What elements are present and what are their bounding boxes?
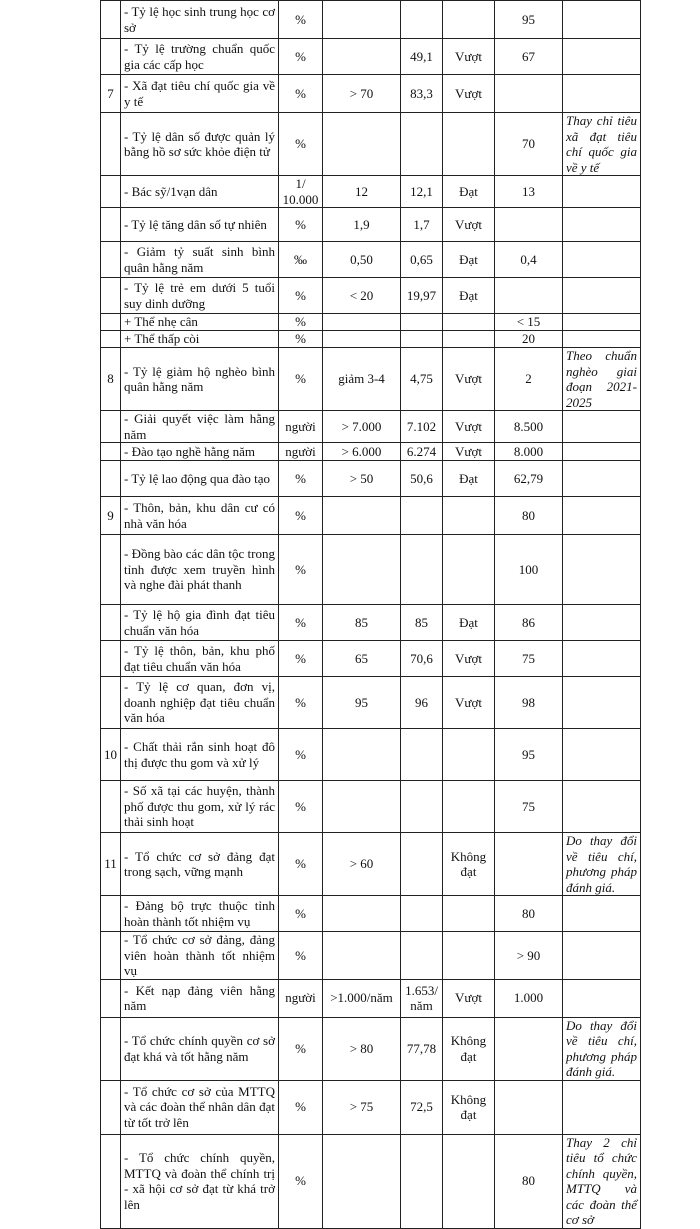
note-cell [563,1080,641,1134]
table-row [101,1134,641,1228]
result-value-cell [401,1,443,39]
evaluation-cell: Vượt [443,411,495,443]
result-value-cell: 12,1 [401,176,443,208]
note-cell [563,242,641,278]
result-value-cell [401,781,443,833]
row-number-cell: 9 [101,497,121,535]
evaluation-cell: Không đạt [443,833,495,896]
plan-value-cell: 100 [495,535,563,605]
evaluation-cell: Đạt [443,278,495,314]
note-cell [563,39,641,75]
note-cell [563,411,641,443]
row-number-cell [101,278,121,314]
row-number-cell [101,443,121,461]
row-number-cell: 7 [101,75,121,113]
table-row [101,242,641,278]
table-row [101,535,641,605]
result-value-cell [401,1134,443,1228]
indicator-name-cell: - Tỷ lệ dân số được quản lý bằng hồ sơ sức khỏe điện tử [121,113,279,176]
result-value-cell: 1.653/ năm [401,979,443,1017]
evaluation-cell [443,781,495,833]
indicator-name-cell: - Giảm tỷ suất sinh bình quân hằng năm [121,242,279,278]
indicator-name-cell: - Chất thải rắn sinh hoạt đô thị được thu gom và xử lý [121,729,279,781]
row-number-cell [101,331,121,348]
note-cell [563,896,641,932]
row-number-cell [101,461,121,497]
evaluation-cell: Vượt [443,443,495,461]
indicator-name-cell: - Giải quyết việc làm hằng năm [121,411,279,443]
plan-value-cell: 70 [495,113,563,176]
target-value-cell: > 60 [323,833,401,896]
table-row [101,411,641,443]
unit-cell: % [279,1,323,39]
table-row [101,1080,641,1134]
evaluation-cell [443,535,495,605]
plan-value-cell: 8.500 [495,411,563,443]
plan-value-cell [495,208,563,242]
plan-value-cell: 62,79 [495,461,563,497]
evaluation-cell: Không đạt [443,1017,495,1080]
result-value-cell: 85 [401,605,443,641]
table-row [101,461,641,497]
indicator-name-cell: - Tỷ lệ tăng dân số tự nhiên [121,208,279,242]
note-cell [563,278,641,314]
plan-value-cell: 20 [495,331,563,348]
target-value-cell: > 70 [323,75,401,113]
note-cell: Do thay đổi về tiêu chí, phương pháp đánh giá. [563,833,641,896]
target-value-cell [323,896,401,932]
result-value-cell [401,535,443,605]
target-value-cell [323,535,401,605]
row-number-cell [101,979,121,1017]
row-number-cell: 8 [101,348,121,411]
indicator-name-cell: - Tổ chức cơ sở của MTTQ và các đoàn thể nhân dân đạt từ tốt trở lên [121,1080,279,1134]
note-cell [563,677,641,729]
table-row [101,781,641,833]
result-value-cell [401,729,443,781]
result-value-cell: 70,6 [401,641,443,677]
unit-cell: % [279,75,323,113]
target-value-cell: 1,9 [323,208,401,242]
evaluation-cell [443,113,495,176]
unit-cell: % [279,348,323,411]
result-value-cell: 50,6 [401,461,443,497]
evaluation-cell [443,1134,495,1228]
result-value-cell: 19,97 [401,278,443,314]
row-number-cell [101,781,121,833]
evaluation-cell: Vượt [443,208,495,242]
indicator-name-cell: - Đảng bộ trực thuộc tỉnh hoàn thành tốt nhiệm vụ [121,896,279,932]
target-value-cell [323,932,401,980]
row-number-cell [101,1,121,39]
note-cell [563,208,641,242]
note-cell [563,461,641,497]
table-row [101,314,641,331]
plan-value-cell [495,1080,563,1134]
target-value-cell: 12 [323,176,401,208]
plan-value-cell: 75 [495,641,563,677]
unit-cell: % [279,208,323,242]
evaluation-cell [443,896,495,932]
plan-value-cell: 80 [495,896,563,932]
indicator-name-cell: - Tỷ lệ học sinh trung học cơ sở [121,1,279,39]
result-value-cell [401,331,443,348]
plan-value-cell: 13 [495,176,563,208]
note-cell [563,75,641,113]
unit-cell: người [279,979,323,1017]
row-number-cell [101,1017,121,1080]
table-row [101,605,641,641]
target-value-cell: giảm 3-4 [323,348,401,411]
target-value-cell: > 75 [323,1080,401,1134]
unit-cell: % [279,497,323,535]
plan-value-cell: 95 [495,1,563,39]
note-cell [563,331,641,348]
result-value-cell: 83,3 [401,75,443,113]
row-number-cell [101,1080,121,1134]
plan-value-cell: < 15 [495,314,563,331]
evaluation-cell: Vượt [443,75,495,113]
table-row [101,979,641,1017]
note-cell: Do thay đổi về tiêu chí, phương pháp đánh giá. [563,1017,641,1080]
unit-cell: % [279,1134,323,1228]
row-number-cell [101,314,121,331]
plan-value-cell: > 90 [495,932,563,980]
table-row [101,176,641,208]
indicator-name-cell: - Tổ chức cơ sở đảng, đảng viên hoàn thành tốt nhiệm vụ [121,932,279,980]
evaluation-cell [443,331,495,348]
evaluation-cell: Đạt [443,242,495,278]
indicator-name-cell: - Thôn, bản, khu dân cư có nhà văn hóa [121,497,279,535]
target-value-cell [323,497,401,535]
target-value-cell: > 50 [323,461,401,497]
note-cell [563,1,641,39]
table-row [101,729,641,781]
indicator-name-cell: - Tỷ lệ trường chuẩn quốc gia các cấp học [121,39,279,75]
indicator-table [100,0,641,1229]
evaluation-cell: Đạt [443,176,495,208]
plan-value-cell: 80 [495,1134,563,1228]
evaluation-cell: Vượt [443,979,495,1017]
target-value-cell [323,314,401,331]
result-value-cell: 1,7 [401,208,443,242]
evaluation-cell: Vượt [443,39,495,75]
target-value-cell [323,729,401,781]
indicator-name-cell: - Số xã tại các huyện, thành phố được thu gom, xử lý rác thải sinh hoạt [121,781,279,833]
table-row [101,497,641,535]
evaluation-cell [443,314,495,331]
result-value-cell: 96 [401,677,443,729]
unit-cell: ‰ [279,242,323,278]
indicator-name-cell: - Đồng bào các dân tộc trong tỉnh được xem truyền hình và nghe đài phát thanh [121,535,279,605]
table-row [101,677,641,729]
table-body [101,1,641,1229]
note-cell [563,314,641,331]
unit-cell: % [279,314,323,331]
indicator-name-cell: - Tổ chức chính quyền, MTTQ và đoàn thể chính trị - xã hội cơ sở đạt từ khá trở lên [121,1134,279,1228]
indicator-name-cell: - Kết nạp đảng viên hằng năm [121,979,279,1017]
table-row [101,331,641,348]
table-row [101,39,641,75]
evaluation-cell [443,932,495,980]
result-value-cell [401,896,443,932]
plan-value-cell: 0,4 [495,242,563,278]
plan-value-cell [495,833,563,896]
result-value-cell [401,833,443,896]
plan-value-cell: 2 [495,348,563,411]
indicator-name-cell: + Thể thấp còi [121,331,279,348]
evaluation-cell: Không đạt [443,1080,495,1134]
plan-value-cell [495,278,563,314]
row-number-cell [101,39,121,75]
unit-cell: % [279,535,323,605]
row-number-cell [101,208,121,242]
result-value-cell: 6.274 [401,443,443,461]
row-number-cell [101,176,121,208]
target-value-cell [323,113,401,176]
target-value-cell [323,1,401,39]
table-row [101,932,641,980]
row-number-cell [101,535,121,605]
table-row [101,278,641,314]
note-cell [563,979,641,1017]
table-row [101,208,641,242]
row-number-cell [101,605,121,641]
note-cell [563,605,641,641]
row-number-cell: 10 [101,729,121,781]
table-row [101,75,641,113]
result-value-cell: 77,78 [401,1017,443,1080]
evaluation-cell [443,1,495,39]
target-value-cell: < 20 [323,278,401,314]
note-cell: Thay 2 chỉ tiêu tổ chức chính quyền, MTTQ và các đoàn thể cơ sở [563,1134,641,1228]
unit-cell: % [279,677,323,729]
target-value-cell: > 6.000 [323,443,401,461]
row-number-cell [101,411,121,443]
table-row [101,1,641,39]
evaluation-cell [443,729,495,781]
unit-cell: % [279,278,323,314]
plan-value-cell: 75 [495,781,563,833]
result-value-cell [401,314,443,331]
note-cell [563,535,641,605]
note-cell [563,932,641,980]
unit-cell: % [279,39,323,75]
plan-value-cell: 86 [495,605,563,641]
indicator-name-cell: - Tỷ lệ trẻ em dưới 5 tuổi suy dinh dưỡng [121,278,279,314]
row-number-cell [101,896,121,932]
unit-cell: % [279,1080,323,1134]
target-value-cell: >1.000/năm [323,979,401,1017]
note-cell [563,729,641,781]
row-number-cell [101,242,121,278]
unit-cell: % [279,461,323,497]
unit-cell: % [279,641,323,677]
row-number-cell [101,1134,121,1228]
target-value-cell: 65 [323,641,401,677]
target-value-cell [323,781,401,833]
plan-value-cell: 8.000 [495,443,563,461]
target-value-cell [323,39,401,75]
unit-cell: % [279,781,323,833]
row-number-cell [101,641,121,677]
target-value-cell [323,1134,401,1228]
target-value-cell: > 80 [323,1017,401,1080]
indicator-name-cell: - Tỷ lệ giảm hộ nghèo bình quân hằng năm [121,348,279,411]
unit-cell: 1/ 10.000 [279,176,323,208]
indicator-name-cell: - Tỷ lệ thôn, bản, khu phố đạt tiêu chuẩn văn hóa [121,641,279,677]
row-number-cell [101,932,121,980]
table-row [101,1017,641,1080]
result-value-cell: 49,1 [401,39,443,75]
indicator-name-cell: - Tỷ lệ lao động qua đào tạo [121,461,279,497]
plan-value-cell [495,75,563,113]
unit-cell: % [279,896,323,932]
result-value-cell [401,113,443,176]
table-row [101,896,641,932]
evaluation-cell [443,497,495,535]
plan-value-cell: 1.000 [495,979,563,1017]
note-cell [563,781,641,833]
plan-value-cell: 95 [495,729,563,781]
unit-cell: % [279,932,323,980]
unit-cell: % [279,113,323,176]
note-cell [563,176,641,208]
result-value-cell: 4,75 [401,348,443,411]
row-number-cell [101,677,121,729]
table-row [101,641,641,677]
target-value-cell: 95 [323,677,401,729]
target-value-cell [323,331,401,348]
result-value-cell: 0,65 [401,242,443,278]
indicator-name-cell: - Tổ chức cơ sở đảng đạt trong sạch, vững mạnh [121,833,279,896]
evaluation-cell: Đạt [443,605,495,641]
target-value-cell: 0,50 [323,242,401,278]
table-row [101,443,641,461]
unit-cell: % [279,331,323,348]
target-value-cell: 85 [323,605,401,641]
note-cell [563,497,641,535]
note-cell [563,641,641,677]
indicator-name-cell: - Tỷ lệ hộ gia đình đạt tiêu chuẩn văn hóa [121,605,279,641]
indicator-name-cell: - Đào tạo nghề hằng năm [121,443,279,461]
unit-cell: % [279,1017,323,1080]
indicator-name-cell: + Thể nhẹ cân [121,314,279,331]
unit-cell: người [279,443,323,461]
plan-value-cell: 98 [495,677,563,729]
indicator-name-cell: - Tỷ lệ cơ quan, đơn vị, doanh nghiệp đạt tiêu chuẩn văn hóa [121,677,279,729]
table-row [101,348,641,411]
result-value-cell: 7.102 [401,411,443,443]
note-cell: Thay chỉ tiêu xã đạt tiêu chí quốc gia về y tế [563,113,641,176]
target-value-cell: > 7.000 [323,411,401,443]
table-row [101,833,641,896]
note-cell [563,443,641,461]
unit-cell: người [279,411,323,443]
indicator-name-cell: - Bác sỹ/1vạn dân [121,176,279,208]
unit-cell: % [279,605,323,641]
plan-value-cell: 80 [495,497,563,535]
evaluation-cell: Vượt [443,641,495,677]
plan-value-cell [495,1017,563,1080]
table-row [101,113,641,176]
indicator-name-cell: - Tổ chức chính quyền cơ sở đạt khá và tốt hằng năm [121,1017,279,1080]
note-cell: Theo chuẩn nghèo giai đoạn 2021-2025 [563,348,641,411]
row-number-cell [101,113,121,176]
evaluation-cell: Vượt [443,677,495,729]
row-number-cell: 11 [101,833,121,896]
plan-value-cell: 67 [495,39,563,75]
unit-cell: % [279,729,323,781]
evaluation-cell: Đạt [443,461,495,497]
result-value-cell [401,497,443,535]
result-value-cell: 72,5 [401,1080,443,1134]
evaluation-cell: Vượt [443,348,495,411]
indicator-name-cell: - Xã đạt tiêu chí quốc gia về y tế [121,75,279,113]
unit-cell: % [279,833,323,896]
result-value-cell [401,932,443,980]
